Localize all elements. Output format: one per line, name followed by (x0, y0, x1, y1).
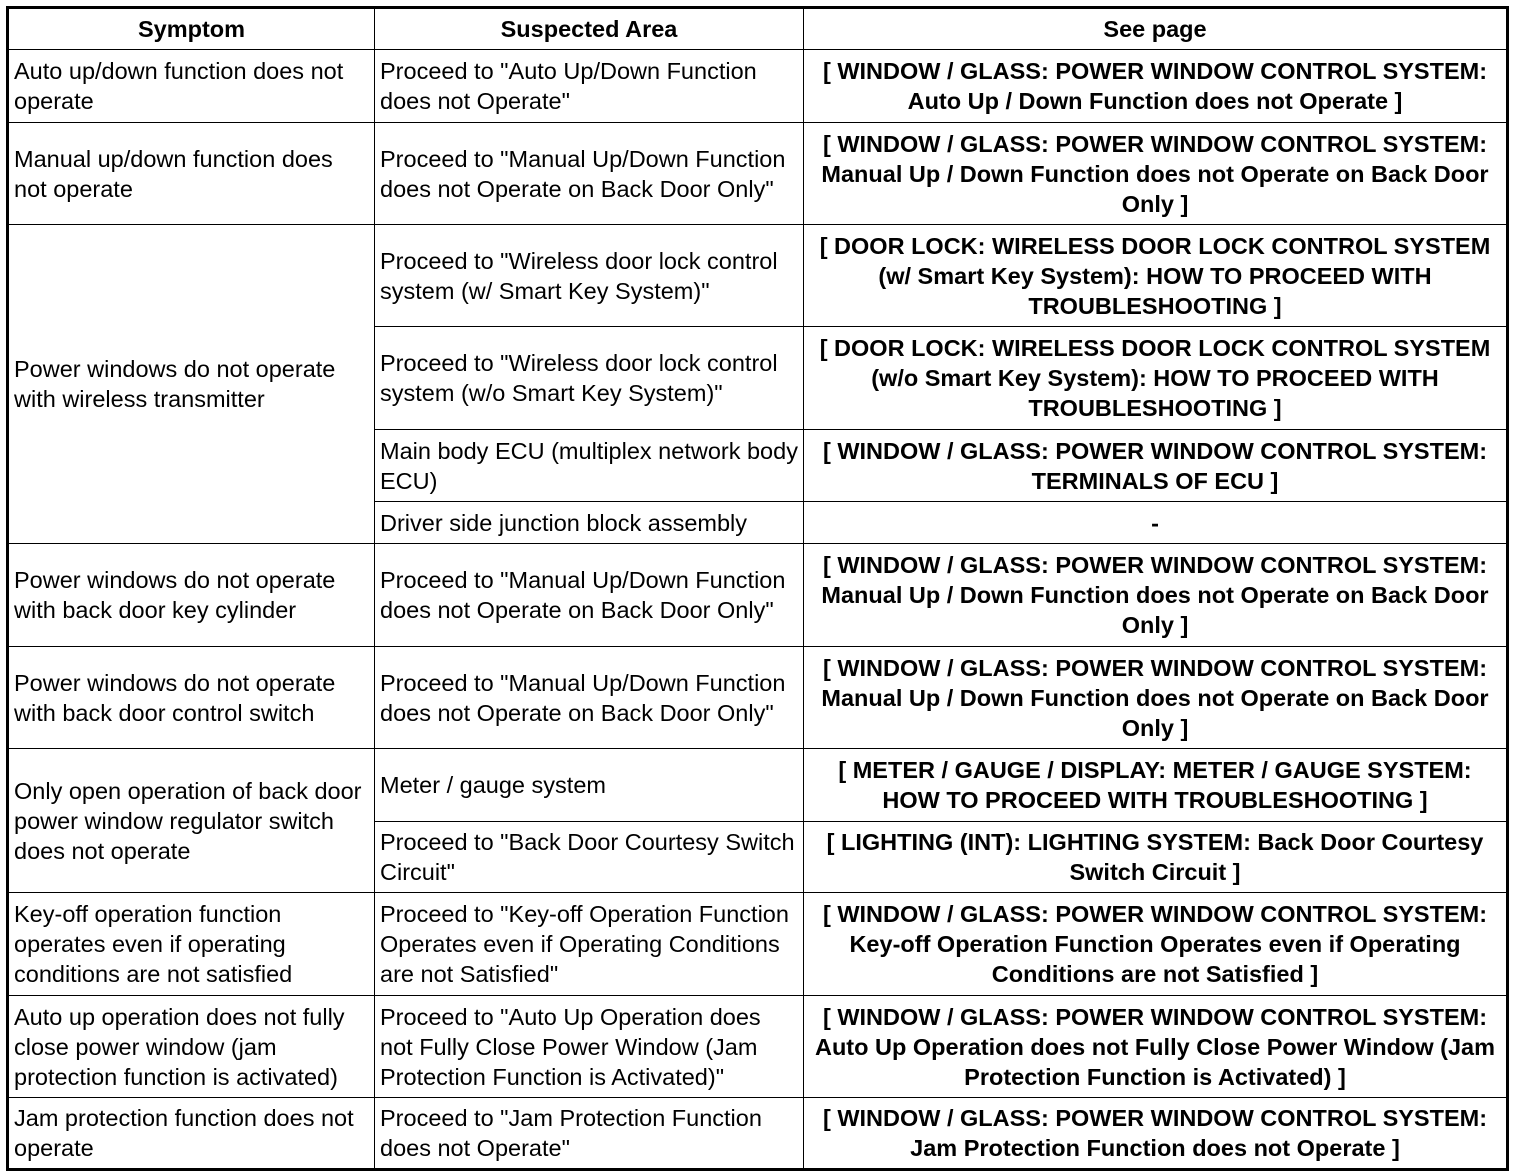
suspected-area-cell: Proceed to "Manual Up/Down Function does not Operate on Back Door Only" (375, 544, 804, 647)
see-page-cell: [ WINDOW / GLASS: POWER WINDOW CONTROL SYSTEM: Auto Up / Down Function does not Operate ] (804, 50, 1508, 123)
suspected-area-cell: Proceed to "Jam Protection Function does not Operate" (375, 1098, 804, 1170)
symptom-cell: Auto up operation does not fully close power window (jam protection function is activated) (8, 996, 375, 1098)
see-page-cell: [ DOOR LOCK: WIRELESS DOOR LOCK CONTROL SYSTEM (w/ Smart Key System): HOW TO PROCEED WITH TROUBLESHOOTING ] (804, 225, 1508, 327)
see-page-cell: [ WINDOW / GLASS: POWER WINDOW CONTROL SYSTEM: Jam Protection Function does not Operate ] (804, 1098, 1508, 1170)
header-see-page: See page (804, 8, 1508, 50)
see-page-cell: [ METER / GAUGE / DISPLAY: METER / GAUGE SYSTEM: HOW TO PROCEED WITH TROUBLESHOOTING ] (804, 749, 1508, 822)
suspected-area-cell: Proceed to "Manual Up/Down Function does not Operate on Back Door Only" (375, 647, 804, 749)
see-page-cell: [ WINDOW / GLASS: POWER WINDOW CONTROL SYSTEM: Manual Up / Down Function does not Operate on Back Door Only ] (804, 544, 1508, 647)
header-suspected-area: Suspected Area (375, 8, 804, 50)
table-row (8, 1098, 1508, 1170)
suspected-area-cell: Driver side junction block assembly (375, 502, 804, 544)
symptom-cell: Key-off operation function operates even if operating conditions are not satisfied (8, 893, 375, 996)
symptom-cell: Only open operation of back door power window regulator switch does not operate (8, 749, 375, 893)
symptom-cell: Power windows do not operate with back door control switch (8, 647, 375, 749)
header-symptom: Symptom (8, 8, 375, 50)
table-row (8, 544, 1508, 647)
symptom-cell: Manual up/down function does not operate (8, 123, 375, 225)
suspected-area-cell: Proceed to "Wireless door lock control system (w/o Smart Key System)" (375, 327, 804, 430)
see-page-cell: [ WINDOW / GLASS: POWER WINDOW CONTROL SYSTEM: Manual Up / Down Function does not Operate on Back Door Only ] (804, 647, 1508, 749)
table-row (8, 123, 1508, 225)
troubleshooting-table (6, 6, 1509, 1171)
see-page-cell: [ LIGHTING (INT): LIGHTING SYSTEM: Back Door Courtesy Switch Circuit ] (804, 822, 1508, 893)
symptom-cell: Auto up/down function does not operate (8, 50, 375, 123)
symptom-cell: Power windows do not operate with back door key cylinder (8, 544, 375, 647)
see-page-cell: [ WINDOW / GLASS: POWER WINDOW CONTROL SYSTEM: Key-off Operation Function Operates even if Operating Conditions are not Satisfied ] (804, 893, 1508, 996)
symptom-cell: Jam protection function does not operate (8, 1098, 375, 1170)
suspected-area-cell: Meter / gauge system (375, 749, 804, 822)
table-row (8, 647, 1508, 749)
see-page-cell: [ WINDOW / GLASS: POWER WINDOW CONTROL SYSTEM: Auto Up Operation does not Fully Close Power Window (Jam Protection Function is Activated) ] (804, 996, 1508, 1098)
suspected-area-cell: Proceed to "Auto Up/Down Function does not Operate" (375, 50, 804, 123)
see-page-cell: [ WINDOW / GLASS: POWER WINDOW CONTROL SYSTEM: TERMINALS OF ECU ] (804, 430, 1508, 502)
suspected-area-cell: Main body ECU (multiplex network body ECU) (375, 430, 804, 502)
table-row (8, 225, 1508, 327)
symptom-cell: Power windows do not operate with wireless transmitter (8, 225, 375, 544)
table-row (8, 50, 1508, 123)
suspected-area-cell: Proceed to "Back Door Courtesy Switch Circuit" (375, 822, 804, 893)
see-page-cell: [ DOOR LOCK: WIRELESS DOOR LOCK CONTROL SYSTEM (w/o Smart Key System): HOW TO PROCEED WITH TROUBLESHOOTING ] (804, 327, 1508, 430)
table-row (8, 893, 1508, 996)
see-page-cell: [ WINDOW / GLASS: POWER WINDOW CONTROL SYSTEM: Manual Up / Down Function does not Operate on Back Door Only ] (804, 123, 1508, 225)
suspected-area-cell: Proceed to "Wireless door lock control system (w/ Smart Key System)" (375, 225, 804, 327)
see-page-cell: - (804, 502, 1508, 544)
suspected-area-cell: Proceed to "Manual Up/Down Function does not Operate on Back Door Only" (375, 123, 804, 225)
table-row (8, 996, 1508, 1098)
table-row (8, 749, 1508, 822)
header-row (8, 8, 1508, 50)
suspected-area-cell: Proceed to "Key-off Operation Function Operates even if Operating Conditions are not Satisfied" (375, 893, 804, 996)
suspected-area-cell: Proceed to "Auto Up Operation does not Fully Close Power Window (Jam Protection Function is Activated)" (375, 996, 804, 1098)
